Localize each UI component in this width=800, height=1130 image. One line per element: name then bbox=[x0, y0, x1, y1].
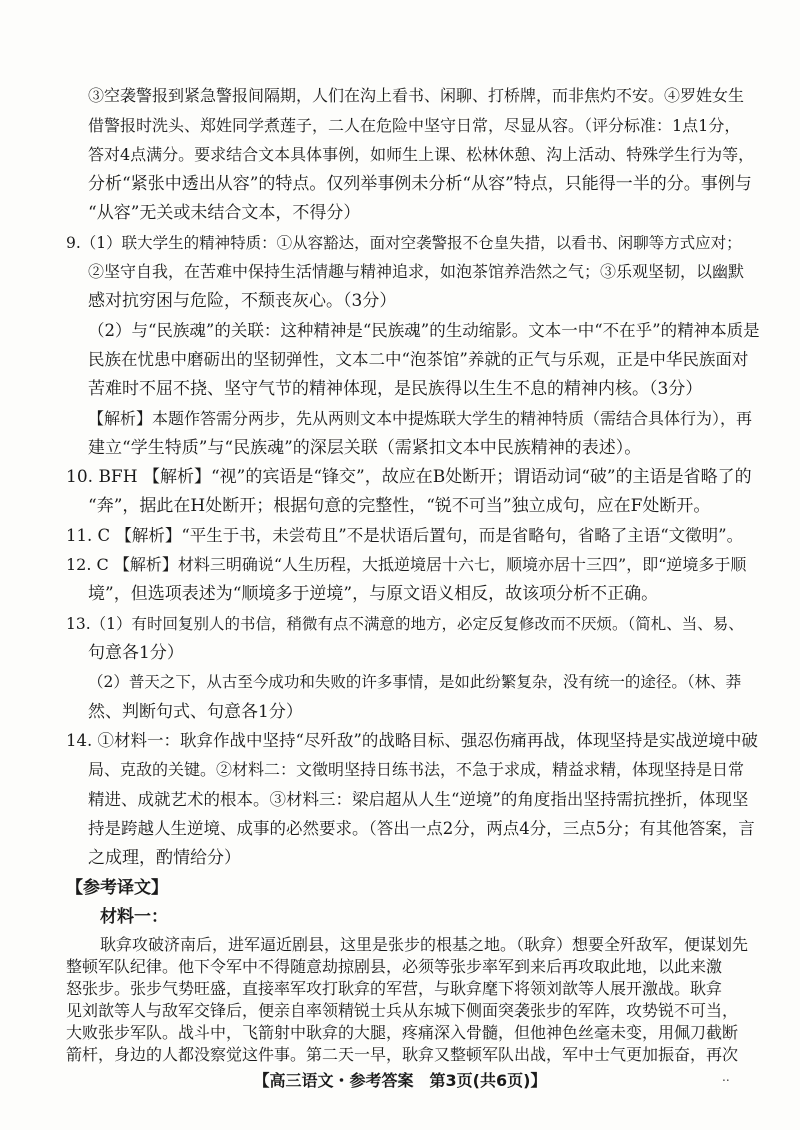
translation-line: 耿弇攻破济南后，进军逼近剧县，这里是张步的根基之地。（耿弇）想要全歼敌军，便谋划先 bbox=[100, 935, 749, 954]
text-line: （2）普天之下，从古至今成功和失败的许多事情，是如此纷繁复杂，没有统一的途径。（林、莽 bbox=[88, 673, 742, 691]
text-line: 然、判断句式、句意各1分） bbox=[88, 702, 303, 722]
translation-line: 箭杆，身边的人都没察觉这件事。第二天一早，耿弇又整顿军队出战，军中士气更加振奋，再次 bbox=[66, 1045, 739, 1064]
translation-line: 怒张步。张步气势旺盛，直接率军攻打耿弇的军营，与耿弇麾下将领刘歆等人展开激战。耿弇 bbox=[66, 979, 723, 998]
text-line: “奔”，据此在H处断开；根据句意的完整性，“锐不可当”独立成句，应在F处断开。 bbox=[88, 496, 711, 516]
text-line: 13.（1）有时回复别人的书信，稍微有点不满意的地方，必定反复修改而不厌烦。（简札、当、易、 bbox=[66, 615, 744, 633]
text-line: 局、克敌的关键。②材料二：文徵明坚持日练书法，不急于求成，精益求精，体现坚持是日常 bbox=[88, 760, 745, 779]
section-heading: 【参考译文】 bbox=[66, 878, 168, 898]
text-line: 14. ①材料一：耿弇作战中坚持“尽歼敌”的战略目标、强忍伤痛再战，体现坚持是实战逆境中破 bbox=[66, 731, 758, 750]
text-line: 12. C 【解析】材料三明确说“人生历程，大抵逆境居十六七，顺境亦居十三四”，即“逆境多于顺 bbox=[66, 555, 747, 574]
text-line: 借警报时洗头、郑姓同学煮莲子，二人在危险中坚守日常，尽显从容。（评分标准：1点1分， bbox=[88, 116, 741, 135]
text-line: 精进、成就艺术的根本。③材料三：梁启超从人生“逆境”的角度指出坚持需抗挫折，体现坚 bbox=[88, 790, 749, 809]
text-line: 分析“紧张中透出从容”的特点。仅列举事例未分析“从容”特点，只能得一半的分。事例与 bbox=[88, 174, 752, 194]
text-line: 建立“学生特质”与“民族魂”的深层关联（需紧扣文本中民族精神的表述）。 bbox=[88, 438, 642, 458]
text-line: 感对抗穷困与危险，不颓丧灰心。（3分） bbox=[88, 291, 397, 311]
text-line: 10. BFH 【解析】“视”的宾语是“锋交”，故应在B处断开；谓语动词“破”的主语是省略了的 bbox=[66, 467, 752, 487]
translation-line: 整顿军队纪律。他下令军中不得随意劫掠剧县，必须等张步率军到来后再攻取此地，以此来激 bbox=[66, 957, 723, 976]
text-line: （2）与“民族魂”的关联：这种精神是“民族魂”的生动缩影。文本一中“不在乎”的精神本质是 bbox=[88, 321, 760, 340]
text-line: 9.（1）联大学生的精神特质：①从容豁达，面对空袭警报不仓皇失措，以看书、闲聊等方式应对； bbox=[66, 234, 742, 252]
analysis-line: 【解析】本题作答需分两步，先从两则文本中提炼联大学生的精神特质（需结合具体行为），再 bbox=[88, 409, 753, 428]
translation-line: 见刘歆等人与敌军交锋后，便亲自率领精锐士兵从东城下侧面突袭张步的军阵，攻势锐不可当， bbox=[66, 1001, 739, 1020]
text-line: ②坚守自我，在苦难中保持生活情趣与精神追求，如泡茶馆养浩然之气；③乐观坚韧，以幽默 bbox=[88, 262, 745, 281]
text-line: “从容”无关或未结合文本，不得分） bbox=[88, 203, 361, 223]
subsection-heading: 材料一： bbox=[100, 907, 168, 927]
text-line: 民族在忧患中磨砺出的坚韧弹性，文本二中“泡茶馆”养就的正气与乐观，正是中华民族面对 bbox=[88, 350, 749, 369]
text-line: 之成理，酌情给分） bbox=[88, 848, 241, 868]
text-line: 境”，但选项表述为“顺境多于逆境”，与原文语义相反，故该项分析不正确。 bbox=[88, 584, 659, 604]
translation-line: 大败张步军队。战斗中，飞箭射中耿弇的大腿，疼痛深入骨髓，但他神色丝毫未变，用佩刀截断 bbox=[66, 1023, 739, 1042]
text-line: 持是跨越人生逆境、成事的必然要求。（答出一点2分，两点4分，三点5分；有其他答案，言 bbox=[88, 819, 755, 838]
text-line: 苦难时不屈不挠、坚守气节的精神体现，是民族得以生生不息的精神内核。（3分） bbox=[88, 379, 703, 399]
text-line: 答对4点满分。要求结合文本具体事例，如师生上课、松林休憩、沟上活动、特殊学生行为等， bbox=[88, 145, 755, 164]
text-line: 11. C 【解析】“平生于书，未尝苟且”不是状语后置句，而是省略句，省略了主语“文徵明”。 bbox=[66, 526, 744, 545]
text-line: ③空袭警报到紧急警报间隔期，人们在沟上看书、闲聊、打桥牌，而非焦灼不安。④罗姓女生 bbox=[88, 86, 745, 105]
page-footer: 【高三语文・参考答案 第3页(共6页)】 bbox=[253, 1071, 547, 1090]
text-line: 句意各1分） bbox=[88, 643, 184, 663]
corner-mark: .. bbox=[722, 1070, 730, 1084]
